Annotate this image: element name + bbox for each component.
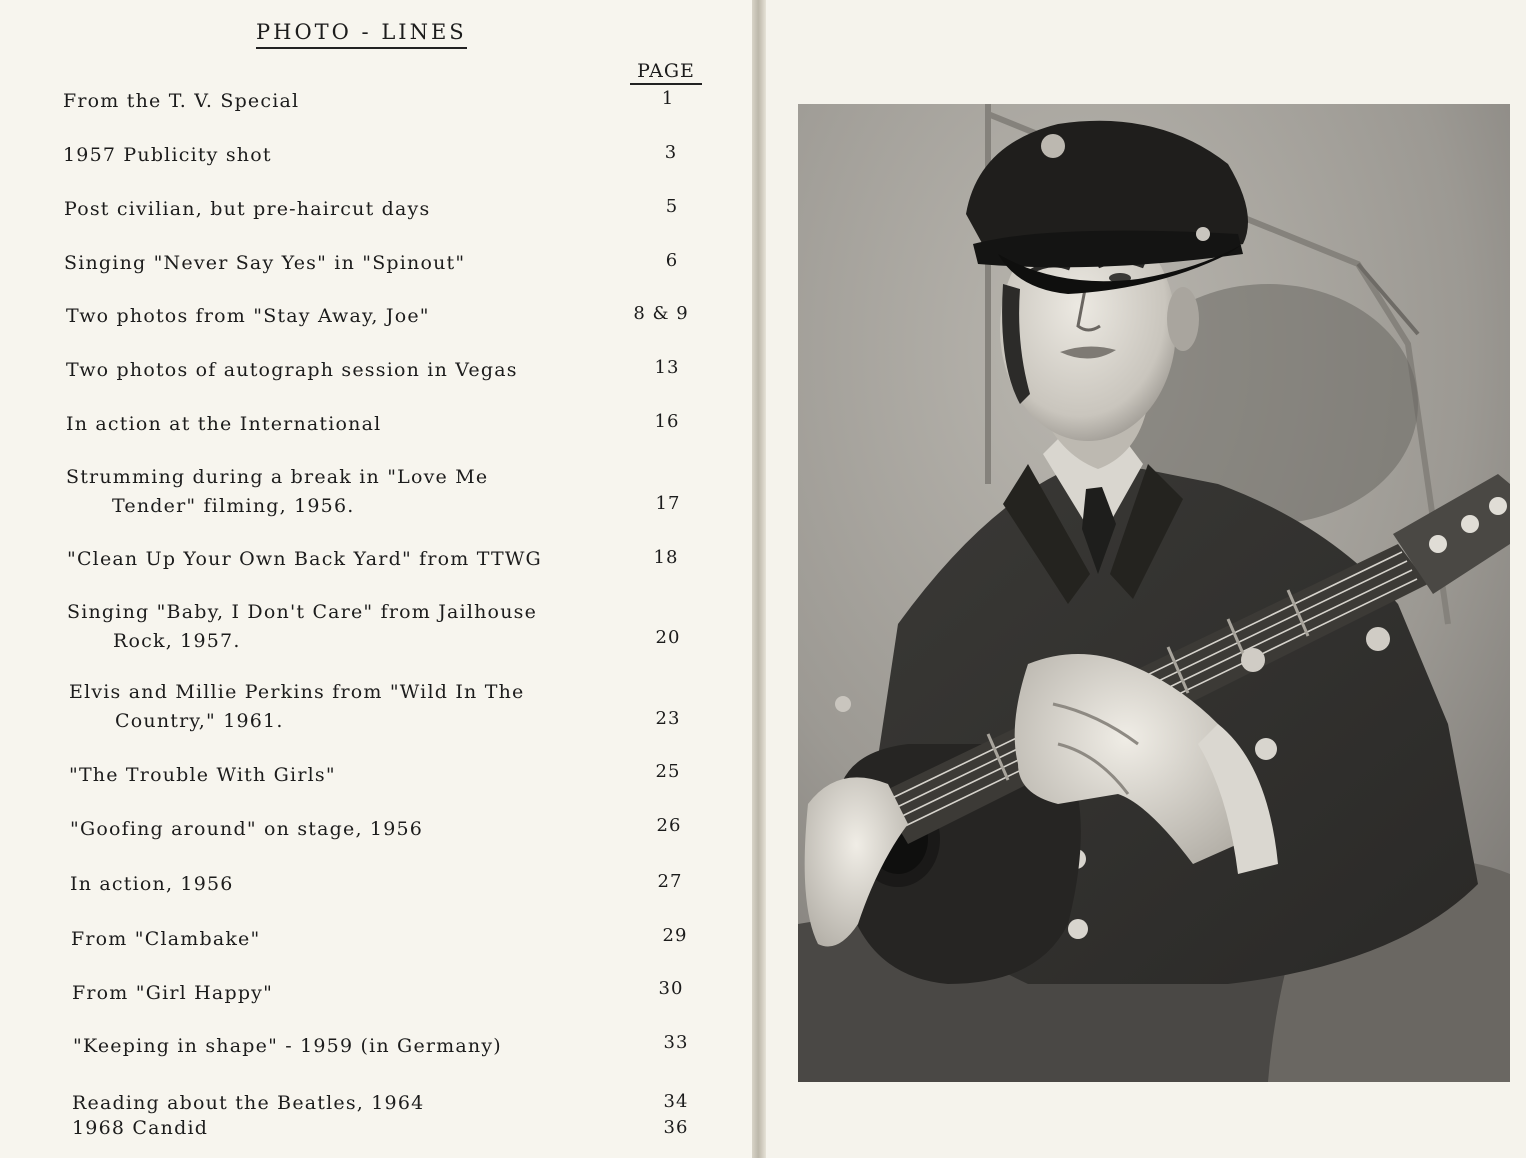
page-number: 6 bbox=[665, 250, 679, 271]
list-item: Singing "Never Say Yes" in "Spinout" bbox=[64, 252, 466, 274]
list-item: From "Clambake" bbox=[71, 928, 261, 950]
list-item: Singing "Baby, I Don't Care" from Jailhouse Rock, 1957. bbox=[67, 601, 538, 652]
photo-man-with-guitar bbox=[798, 104, 1510, 1082]
list-item: "Keeping in shape" - 1959 (in Germany) bbox=[73, 1035, 502, 1057]
page-column-heading: PAGE bbox=[630, 60, 702, 85]
list-item: 1957 Publicity shot bbox=[63, 144, 272, 166]
page-number: 33 bbox=[663, 1032, 689, 1053]
list-item: Strumming during a break in "Love Me Tender" filming, 1956. bbox=[66, 466, 489, 517]
page-number: 30 bbox=[658, 978, 684, 999]
list-item: "Clean Up Your Own Back Yard" from TTWG bbox=[67, 548, 542, 570]
page-number: 27 bbox=[657, 871, 683, 892]
book-gutter bbox=[752, 0, 766, 1158]
list-item: In action, 1956 bbox=[70, 873, 234, 895]
page-number: 3 bbox=[664, 142, 678, 163]
page-number: 8 & 9 bbox=[633, 303, 689, 324]
list-item: Elvis and Millie Perkins from "Wild In The Country," 1961. bbox=[69, 681, 525, 732]
list-item: 1968 Candid bbox=[72, 1117, 209, 1139]
page-number: 5 bbox=[665, 196, 679, 217]
page-number: 18 bbox=[653, 547, 679, 568]
list-title: PHOTO - LINES bbox=[256, 20, 467, 49]
page-number: 29 bbox=[662, 925, 688, 946]
list-item: "The Trouble With Girls" bbox=[69, 764, 336, 786]
page-number: 23 bbox=[655, 708, 681, 729]
page-number: 20 bbox=[655, 627, 681, 648]
page-number: 16 bbox=[654, 411, 680, 432]
list-item: From "Girl Happy" bbox=[72, 982, 274, 1004]
page-number: 34 bbox=[663, 1091, 689, 1112]
list-item: Two photos from "Stay Away, Joe" bbox=[66, 305, 430, 327]
list-item: Reading about the Beatles, 1964 bbox=[72, 1092, 425, 1114]
page-number: 13 bbox=[654, 357, 680, 378]
page-number: 17 bbox=[655, 493, 681, 514]
page-number: 36 bbox=[663, 1117, 689, 1138]
page-number: 25 bbox=[655, 761, 681, 782]
list-item: "Goofing around" on stage, 1956 bbox=[70, 818, 424, 840]
page-number: 1 bbox=[661, 88, 675, 109]
page-number: 26 bbox=[656, 815, 682, 836]
list-item: Post civilian, but pre-haircut days bbox=[64, 198, 431, 220]
list-item: In action at the International bbox=[66, 413, 382, 435]
list-item: From the T. V. Special bbox=[63, 90, 300, 112]
list-item: Two photos of autograph session in Vegas bbox=[66, 359, 518, 381]
